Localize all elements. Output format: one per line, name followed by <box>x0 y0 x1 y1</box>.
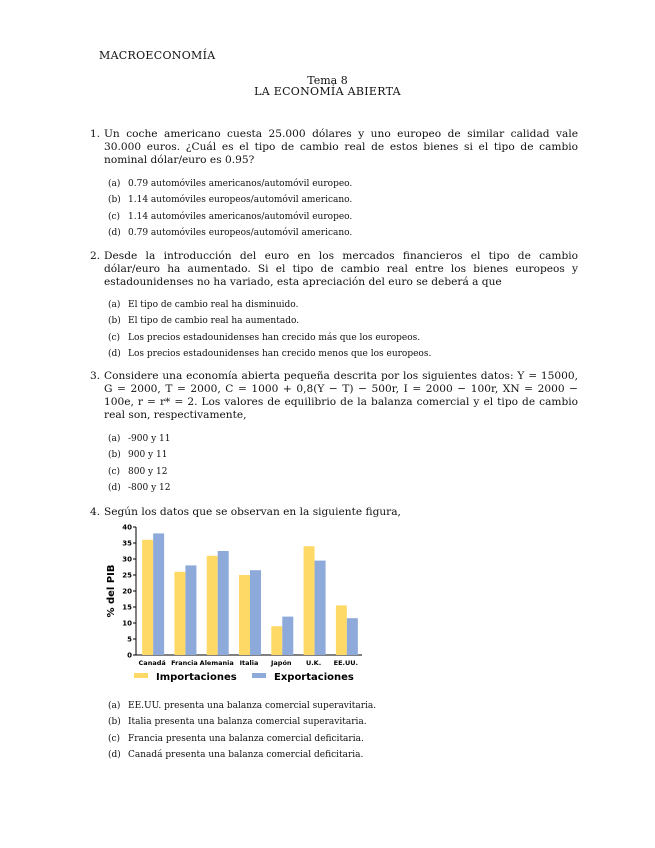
bar-exportaciones <box>218 551 229 655</box>
option-a[interactable]: (a) EE.UU. presenta una balanza comercial superavitaria. <box>108 701 377 711</box>
option-d[interactable]: (d) Canadá presenta una balanza comercial deficitaria. <box>108 749 364 760</box>
x-tick-label: Canadá <box>138 659 166 667</box>
question-text: Considere una economía abierta pequeña descrita por los siguientes datos: Y = 15000, G = 2000, T = 2000, C = 1000 + 0,8(Y − T) − 500r, I = 2000 − 100r, XN = 2000 − 100e, r = r* = 2. Los valores de equilibrio de la balanza comercial y el tipo de cambio real son, respectivamente, <box>104 370 578 421</box>
bar-exportaciones <box>282 617 293 655</box>
x-tick-label: Alemania <box>199 659 234 667</box>
bar-exportaciones <box>315 561 326 655</box>
option-b[interactable]: (b) El tipo de cambio real ha aumentado. <box>108 316 300 327</box>
option-b[interactable]: (b) 1.14 automóviles europeos/automóvil americano. <box>108 195 353 206</box>
y-tick-label: 25 <box>122 571 132 580</box>
bar-importaciones <box>174 572 185 655</box>
tema-number: Tema 8 <box>307 74 348 87</box>
bar-exportaciones <box>185 565 196 655</box>
tema-title: LA ECONOMÍA ABIERTA <box>254 85 401 98</box>
question-text: Según los datos que se observan en la siguiente figura, <box>104 506 401 518</box>
bar-importaciones <box>271 626 282 655</box>
bar-importaciones <box>336 605 347 655</box>
option-c[interactable]: (c) Los precios estadounidenses han crecido más que los europeos. <box>108 332 421 343</box>
bar-exportaciones <box>250 570 261 655</box>
bar-importaciones <box>304 546 315 655</box>
question-4-options <box>108 698 578 763</box>
question-text: Un coche americano cuesta 25.000 dólares y uno europeo de similar calidad vale 30.000 euros. ¿Cuál es el tipo de cambio real de estos bienes si el tipo de cambio nominal dólar/euro es 0.95? <box>104 128 578 166</box>
question-number: 2. <box>90 250 101 262</box>
x-tick-label: U.K. <box>305 659 322 667</box>
question-text: Desde la introducción del euro en los mercados financieros el tipo de cambio dólar/euro ha aumentado. Si el tipo de cambio real entre los bienes europeos y estadounidenses no ha variado, esta apreciación del euro se deberá a que <box>104 250 578 288</box>
option-c[interactable]: (c) Francia presenta una balanza comercial deficitaria. <box>108 733 364 744</box>
y-tick-label: 35 <box>122 539 132 548</box>
option-c[interactable]: (c) 800 y 12 <box>108 466 168 477</box>
y-tick-label: 20 <box>122 587 132 596</box>
y-axis-label: % del PIB <box>106 564 117 618</box>
option-a[interactable]: (a) 0.79 automóviles americanos/automóvil europeo. <box>108 179 353 189</box>
legend-label: Exportaciones <box>274 672 354 683</box>
x-tick-label: Japón <box>271 659 292 667</box>
y-tick-label: 30 <box>122 555 132 564</box>
x-tick-label: Italia <box>239 659 259 667</box>
legend-label: Importaciones <box>156 672 237 683</box>
legend-swatch <box>134 673 148 678</box>
y-tick-label: 40 <box>122 523 132 532</box>
question-3-options <box>108 431 578 496</box>
x-tick-label: Francia <box>171 659 198 667</box>
question-2 <box>90 250 578 289</box>
bar-importaciones <box>239 575 250 655</box>
y-tick-label: 5 <box>127 635 132 644</box>
question-2-options <box>108 297 578 362</box>
x-tick-label: EE.UU. <box>333 659 359 667</box>
option-a[interactable]: (a) -900 y 11 <box>108 434 171 444</box>
y-tick-label: 0 <box>127 651 132 660</box>
bar-importaciones <box>207 556 218 655</box>
question-number: 3. <box>90 370 101 382</box>
legend-swatch <box>252 673 266 678</box>
option-b[interactable]: (b) Italia presenta una balanza comercial superavitaria. <box>108 717 367 728</box>
option-d[interactable]: (d) Los precios estadounidenses han crecido menos que los europeos. <box>108 348 432 359</box>
question-number: 4. <box>90 506 101 518</box>
question-1-options <box>108 176 578 241</box>
question-1 <box>90 128 578 167</box>
course-header: MACROECONOMÍA <box>99 49 216 62</box>
option-c[interactable]: (c) 1.14 automóviles americanos/automóvil europeo. <box>108 211 353 222</box>
option-d[interactable]: (d) 0.79 automóviles europeos/automóvil americano. <box>108 227 353 238</box>
y-tick-label: 10 <box>122 619 132 628</box>
bar-exportaciones <box>153 533 164 655</box>
y-tick-label: 15 <box>122 603 132 612</box>
trade-bar-chart <box>100 518 370 690</box>
question-3 <box>90 370 578 422</box>
bar-exportaciones <box>347 618 358 655</box>
bar-importaciones <box>142 540 153 655</box>
option-b[interactable]: (b) 900 y 11 <box>108 450 168 461</box>
option-d[interactable]: (d) -800 y 12 <box>108 482 171 493</box>
question-number: 1. <box>90 128 101 140</box>
option-a[interactable]: (a) El tipo de cambio real ha disminuido. <box>108 300 299 310</box>
